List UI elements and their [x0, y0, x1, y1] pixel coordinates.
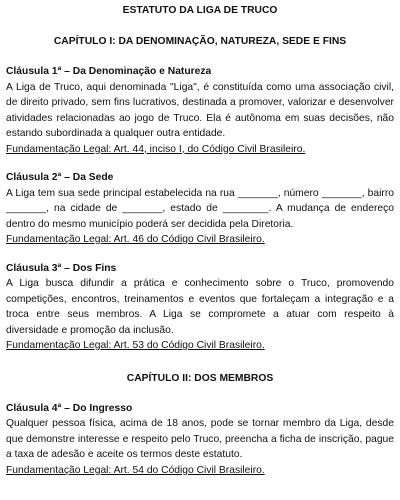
clause-3-heading: Cláusula 3ª – Dos Fins [6, 262, 117, 274]
clause-2 [6, 170, 394, 248]
clause-4-legal-basis: Fundamentação Legal: Art. 54 do Código Civil Brasileiro. [6, 464, 265, 476]
clause-1-legal-basis: Fundamentação Legal: Art. 44, inciso I, do Código Civil Brasileiro. [6, 143, 306, 155]
clause-4-heading: Cláusula 4ª – Do Ingresso [6, 402, 133, 414]
clause-2-heading: Cláusula 2ª – Da Sede [6, 172, 114, 183]
clause-3 [6, 261, 394, 354]
clause-4 [6, 401, 394, 479]
chapter-1-title: CAPÍTULO I: DA DENOMINAÇÃO, NATUREZA, SEDE E FINS [53, 36, 347, 47]
chapter-2-title: CAPÍTULO II: DOS MEMBROS [126, 372, 274, 384]
clause-1-text: A Liga de Truco, aqui denominada "Liga", é constituída como uma associação civil, de direito privado, sem fins lucrativos, destinada a promover, valorizar e desenvolver atividades relacionadas ao jogo de Truco. Ela é autônoma em suas decisões, não estando subordinada a qualquer outra entidade. [6, 81, 394, 139]
clause-3-legal-basis: Fundamentação Legal: Art. 53 do Código Civil Brasileiro. [6, 340, 265, 351]
document-title: ESTATUTO DA LIGA DE TRUCO [122, 5, 278, 16]
clause-1 [6, 64, 394, 157]
clause-1-heading: Cláusula 1ª – Da Denominação e Natureza [6, 66, 212, 77]
clause-2-legal-basis: Fundamentação Legal: Art. 46 do Código Civil Brasileiro. [6, 234, 265, 245]
clause-3-text: A Liga busca difundir a prática e conhecimento sobre o Truco, promovendo competições, encontros, treinamentos e eventos que fortaleçam a integração e a troca entre seus membros. A Liga se compromete a atuar com respeito à diversidade e promoção da inclusão. [6, 278, 394, 336]
chapter-1 [6, 35, 394, 354]
clause-4-text: Qualquer pessoa física, acima de 18 anos, pode se tornar membro da Liga, desde que demonstre interesse e respeito pelo Truco, preencha a ficha de inscrição, pague a taxa de adesão e aceite os termos deste estatuto. [6, 418, 394, 460]
chapter-2 [6, 372, 394, 479]
clause-2-text: A Liga tem sua sede principal estabelecida na rua _______, número _______, bairro _______, na cidade de _______, estado de ________. A mudança de endereço dentro do mesmo município poderá ser decidida pela Diretoria. [6, 187, 394, 230]
